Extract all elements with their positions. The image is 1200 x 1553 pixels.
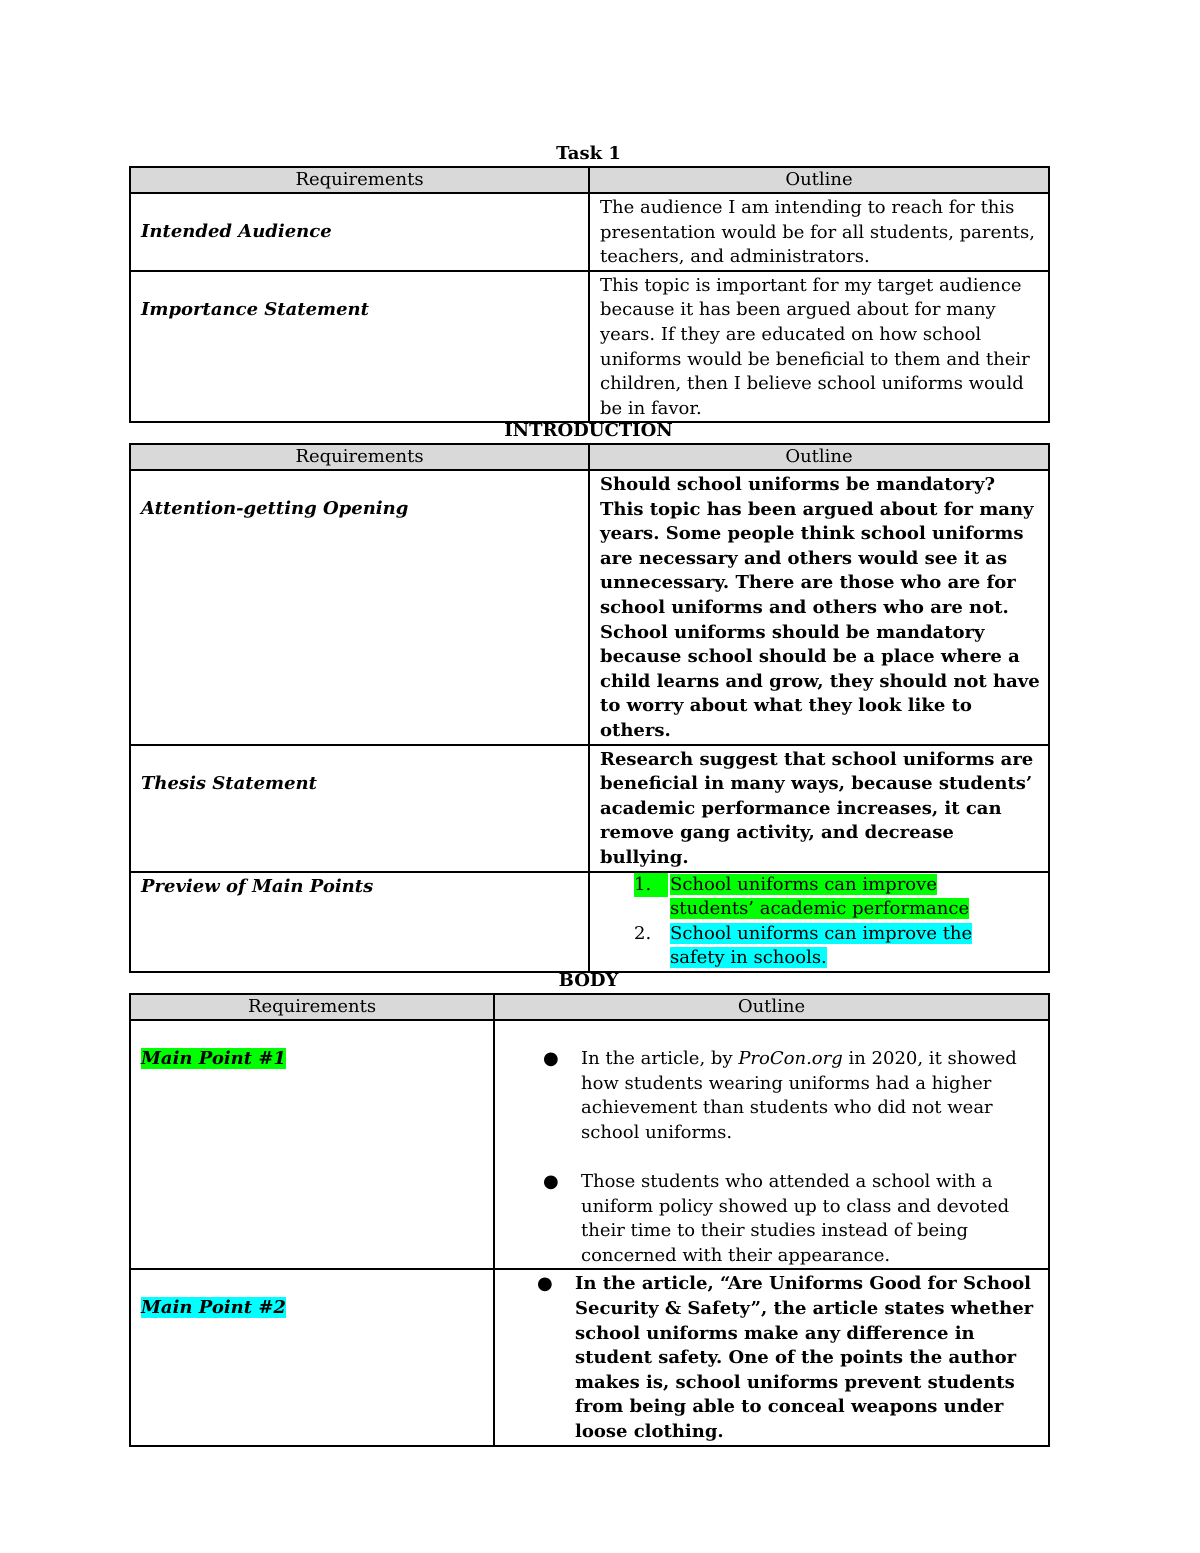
bullet-text: In the article, “Are Uniforms Good for School Security & Safety”, the article states whether school uniforms make any difference in student safety. One of the points the author makes is, school uniforms prevent students from being able to conceal weapons under loose clothing.: [575, 1273, 1034, 1442]
bullet-text-after: in 2020, it showed how students wearing uniforms had a higher achievement than students who did not wear school uniforms.: [581, 1048, 1017, 1143]
main-point-1-label-wrap: [131, 1021, 493, 1072]
requirement-cell: [130, 1269, 494, 1445]
point-number: 2.: [634, 922, 652, 944]
importance-statement-text: This topic is important for my target audience because it has been argued about for many years. If they are educated on how school uniforms would be beneficial to them and their children, then I believe school uniforms would be in favor.: [600, 274, 1030, 419]
outline-cell: [589, 193, 1049, 271]
outline-header: Outline: [589, 167, 1049, 193]
main-point-2-label: Main Point #2: [141, 1297, 286, 1319]
outline-cell: [494, 1269, 1049, 1445]
list-item: [495, 1170, 1040, 1268]
main-point-2-bullets: [495, 1270, 1048, 1444]
requirements-header: Requirements: [130, 167, 589, 193]
table-row: [130, 1020, 1049, 1269]
table-row: [130, 745, 1049, 872]
requirements-header: Requirements: [130, 994, 494, 1020]
body-title: BODY: [558, 970, 619, 991]
table-row: [130, 193, 1049, 271]
introduction-table: [129, 443, 1050, 973]
requirement-cell: [130, 271, 589, 423]
main-point-1-bullets: [495, 1021, 1048, 1268]
importance-statement-label: Importance Statement: [141, 298, 369, 320]
body-table: [129, 993, 1050, 1447]
list-item: [495, 1047, 1040, 1145]
table-row: [130, 470, 1049, 745]
requirement-cell: [130, 470, 589, 745]
bullet-icon: ●: [543, 1048, 559, 1069]
intended-audience-label: Intended Audience: [141, 220, 332, 242]
main-point-1-label: Main Point #1: [141, 1048, 286, 1069]
list-item: [495, 1272, 1040, 1444]
source-name: ProCon.org: [738, 1048, 843, 1069]
bullet-icon: ●: [537, 1273, 553, 1295]
main-point-2-label-wrap: [131, 1270, 493, 1321]
body-header-row: [130, 994, 1049, 1020]
introduction-title: INTRODUCTION: [504, 420, 673, 441]
outline-header: Outline: [494, 994, 1049, 1020]
list-item: [634, 922, 1024, 971]
task1-table: [129, 166, 1050, 423]
list-item: [634, 873, 1024, 922]
outline-cell: [589, 470, 1049, 745]
thesis-statement-label: Thesis Statement: [141, 772, 317, 794]
requirement-cell: [130, 872, 589, 972]
introduction-header-row: [130, 444, 1049, 470]
task1-header-row: [130, 167, 1049, 193]
requirement-cell: [130, 745, 589, 872]
outline-cell: [589, 271, 1049, 423]
point-text: School uniforms can improve the safety in schools.: [670, 922, 973, 969]
task1-title: Task 1: [556, 143, 621, 164]
requirement-cell: [130, 1020, 494, 1269]
table-row: [130, 872, 1049, 972]
preview-points-list: [590, 873, 1048, 971]
attention-opening-label: Attention-getting Opening: [141, 498, 409, 519]
bullet-text: Those students who attended a school with a uniform policy showed up to class and devoted their time to their studies instead of being concerned with their appearance.: [581, 1170, 1010, 1266]
bullet-text-before: In the article, by: [581, 1048, 739, 1069]
outline-cell: [589, 872, 1049, 972]
outline-header: Outline: [589, 444, 1049, 470]
thesis-statement-text: Research suggest that school uniforms are beneficial in many ways, because students’ academic performance increases, it can remove gang activity, and decrease bullying.: [600, 748, 1034, 868]
preview-main-points-label: Preview of Main Points: [141, 875, 374, 897]
outline-cell: [589, 745, 1049, 872]
attention-opening-text: Should school uniforms be mandatory? This topic has been argued about for many years. Some people think school uniforms are necessary and others would see it as unnecessary. There are those who are for school uniforms and others who are not. School uniforms should be mandatory because school should be a place where a child learns and grow, they should not have to worry about what they look like to others.: [600, 474, 1040, 741]
point-number: 1.: [634, 873, 668, 898]
point-text: School uniforms can improve students’ academic performance: [670, 873, 970, 920]
table-row: [130, 271, 1049, 423]
intended-audience-text: The audience I am intending to reach for this presentation would be for all students, parents, teachers, and administrators.: [600, 197, 1035, 268]
table-row: [130, 1269, 1049, 1445]
requirements-header: Requirements: [130, 444, 589, 470]
requirement-cell: [130, 193, 589, 271]
outline-cell: [494, 1020, 1049, 1269]
bullet-icon: ●: [543, 1170, 559, 1192]
